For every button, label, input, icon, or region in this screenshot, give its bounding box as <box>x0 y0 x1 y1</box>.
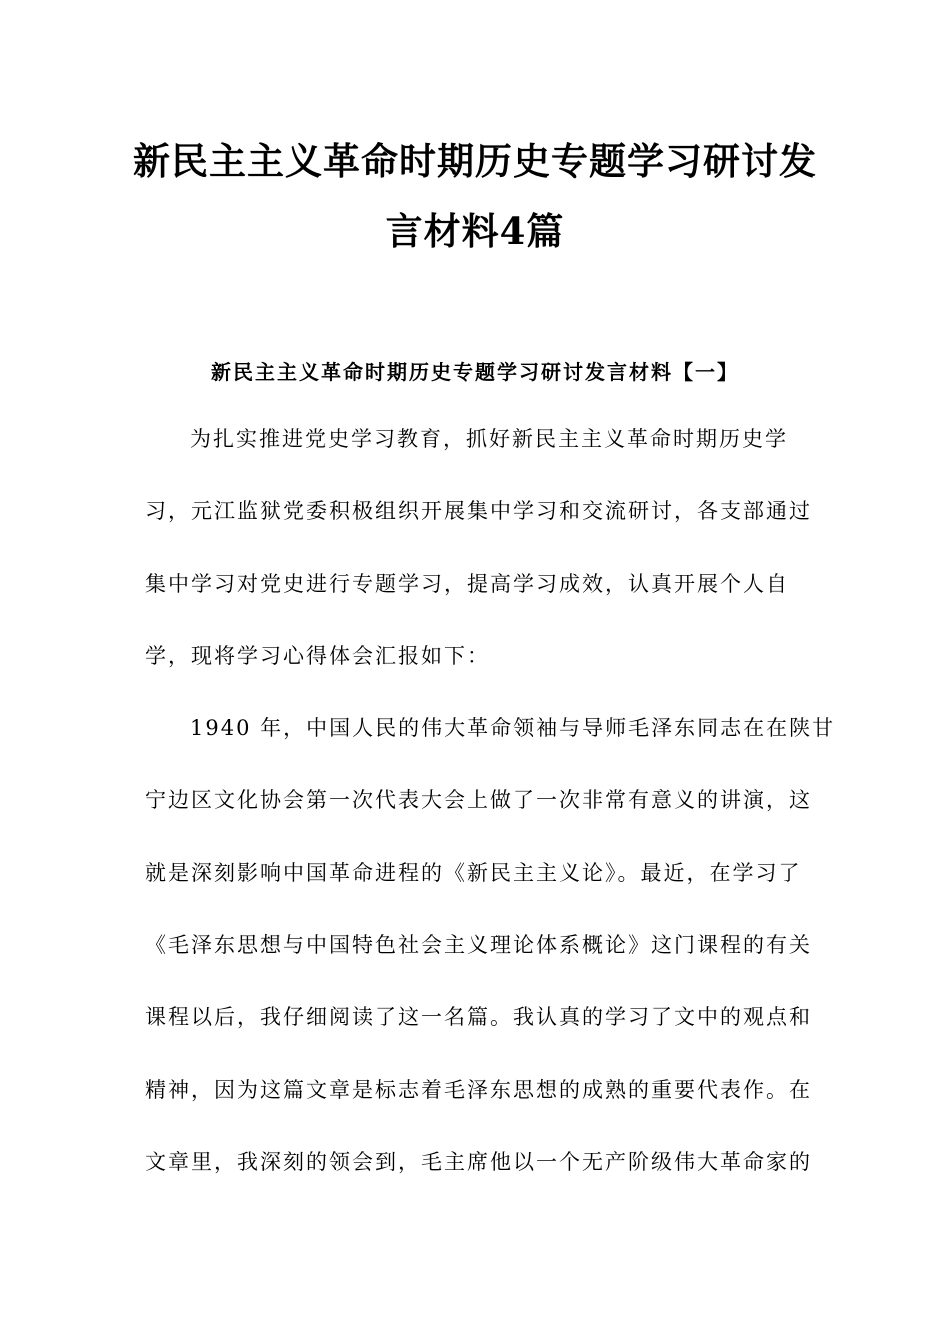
document-title-line-1: 新民主主义革命时期历史专题学习研讨发 <box>133 139 817 183</box>
paragraph-line: 就是深刻影响中国革命进程的《新民主主义论》。最近，在学习了 <box>145 861 802 885</box>
paragraph-line: 习，元江监狱党委积极组织开展集中学习和交流研讨，各支部通过 <box>145 499 812 523</box>
paragraph-line: 为扎实推进党史学习教育，抓好新民主主义革命时期历史学 <box>190 427 788 451</box>
paragraph-line: 文章里，我深刻的领会到，毛主席他以一个无产阶级伟大革命家的 <box>145 1150 812 1174</box>
section-heading: 新民主主义革命时期历史专题学习研讨发言材料【一】 <box>211 360 739 384</box>
paragraph-line: 精神，因为这篇文章是标志着毛泽东思想的成熟的重要代表作。在 <box>145 1078 812 1102</box>
paragraph-line: 学，现将学习心得体会汇报如下： <box>145 644 490 668</box>
paragraph-line: 宁边区文化协会第一次代表大会上做了一次非常有意义的讲演，这 <box>145 788 812 812</box>
document-title-line-2: 言材料4篇 <box>385 209 565 253</box>
paragraph-line: 课程以后，我仔细阅读了这一名篇。我认真的学习了文中的观点和 <box>145 1005 812 1029</box>
paragraph-line: 集中学习对党史进行专题学习，提高学习成效，认真开展个人自 <box>145 572 789 596</box>
paragraph-line: 《毛泽东思想与中国特色社会主义理论体系概论》这门课程的有关 <box>145 933 812 957</box>
paragraph-line: 1940 年，中国人民的伟大革命领袖与导师毛泽东同志在在陕甘 <box>190 716 836 740</box>
